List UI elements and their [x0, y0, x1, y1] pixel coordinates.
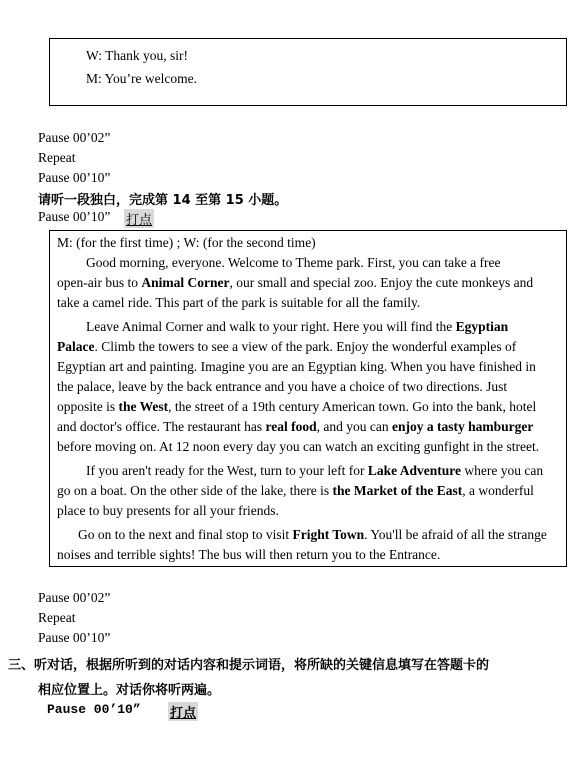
transcript-line: Go on to the next and final stop to visit Fright Town. You'll be afraid of all the strange [78, 527, 547, 542]
dialogue-box [49, 38, 567, 106]
transcript-line: the palace, leave by the back entrance and you have a choice of two directions. Just [57, 379, 508, 394]
beep-marker: 打点 [124, 209, 154, 228]
transcript-line: If you aren't ready for the West, turn to your left for Lake Adventure where you can [86, 463, 544, 478]
pause-text: Pause 00’10” [38, 209, 111, 224]
pause-text: Pause 00’10” [47, 702, 141, 717]
repeat-text: Repeat [38, 610, 76, 625]
transcript-line: place to buy presents for all your friends. [57, 503, 279, 518]
transcript-line: opposite is the West, the street of a 19th century American town. Go into the bank, hotel [57, 399, 537, 414]
transcript-line: open-air bus to Animal Corner, our small and special zoo. Enjoy the cute monkeys and [57, 275, 534, 290]
beep-marker: 打点 [168, 702, 198, 721]
section-heading: 三、听对话，根据所听到的对话内容和提示词语，将所缺的关键信息填写在答题卡的 [8, 658, 490, 673]
transcript-line: take a camel ride. This part of the park is suitable for all the family. [57, 295, 421, 310]
pause-text: Pause 00’10” [38, 630, 111, 645]
pause-text: Pause 00’10” [38, 170, 111, 185]
woman-line: W: Thank you, sir! [86, 48, 188, 63]
monologue-instruction: 请听一段独白，完成第 14 至第 15 小题。 [38, 193, 288, 208]
transcript-line: Good morning, everyone. Welcome to Theme park. First, you can take a free [86, 255, 501, 270]
pause-text: Pause 00’02” [38, 130, 111, 145]
pause-text: Pause 00’02” [38, 590, 111, 605]
transcript-line: go on a boat. On the other side of the lake, there is the Market of the East, a wonderful [57, 483, 534, 498]
transcript-line: and doctor's office. The restaurant has real food, and you can enjoy a tasty hamburger [57, 419, 534, 434]
transcript-line: noises and terrible sights! The bus will then return you to the Entrance. [57, 547, 441, 562]
transcript-line: Palace. Climb the towers to see a view of the park. Enjoy the wonderful examples of [57, 339, 517, 354]
transcript-box [49, 230, 567, 567]
section-heading-cont: 相应位置上。对话你将听两遍。 [38, 683, 221, 698]
speaker-note: M: (for the first time) ; W: (for the second time) [57, 235, 316, 250]
transcript-line: Leave Animal Corner and walk to your right. Here you will find the Egyptian [86, 319, 509, 334]
repeat-text: Repeat [38, 150, 76, 165]
transcript-line: before moving on. At 12 noon every day you can watch an exciting gunfight in the street. [57, 439, 540, 454]
transcript-line: Egyptian art and painting. Imagine you are an Egyptian king. When you have finished in [57, 359, 536, 374]
man-line: M: You’re welcome. [86, 71, 197, 86]
